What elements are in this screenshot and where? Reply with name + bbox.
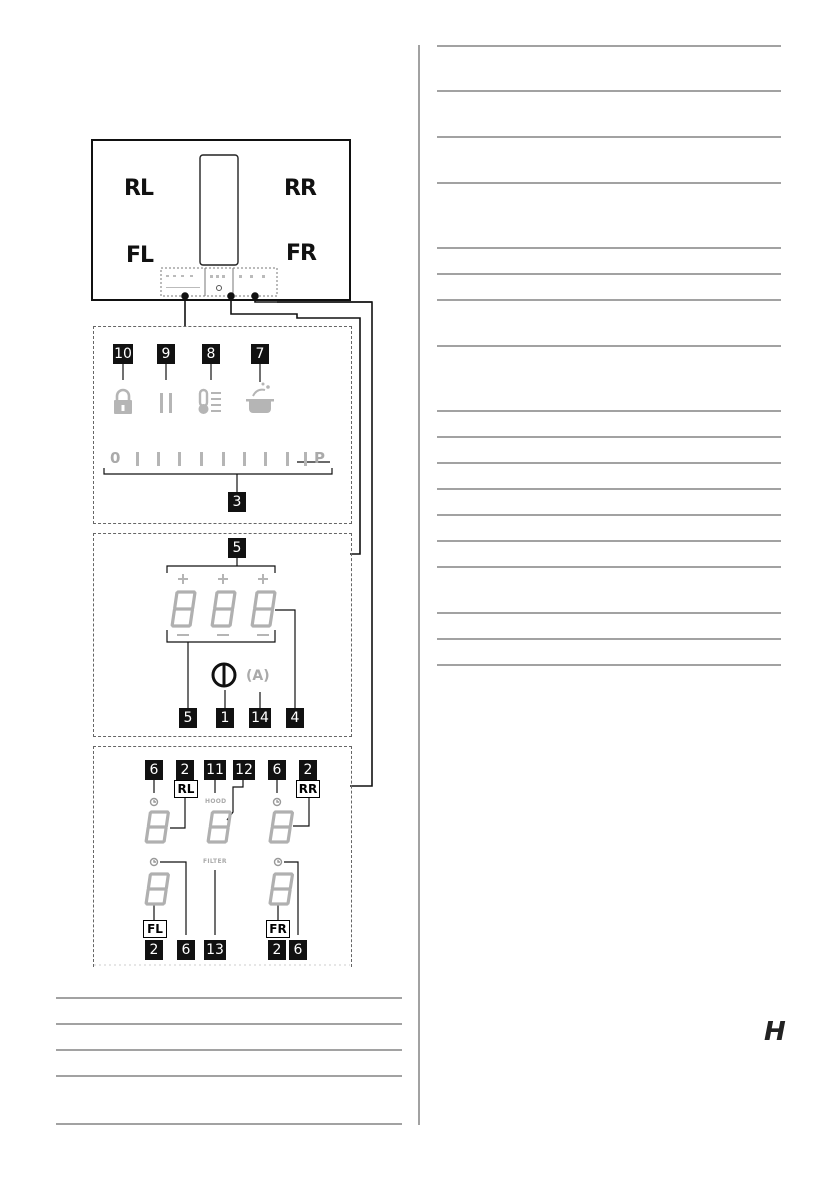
badge-plus-minus-top: 5 [228, 538, 246, 558]
badge-hood: 11 [204, 760, 226, 780]
badge-auto: 14 [249, 708, 271, 728]
zone-tag-fr: FR [266, 920, 290, 938]
badge-slider: 3 [228, 492, 246, 512]
zone-tag-rr: RR [296, 780, 320, 798]
badge-plus-minus-bottom: 5 [179, 708, 197, 728]
zone-tag-rl: RL [174, 780, 198, 798]
hood-label: HOOD [205, 798, 227, 805]
slider-max-label: P [314, 449, 325, 467]
badge-pause: 9 [157, 344, 175, 364]
badge-timer-rl: 6 [145, 760, 163, 780]
badge-timer-fl: 6 [177, 940, 195, 960]
zone-label-rl: RL [124, 176, 153, 201]
badge-filter: 13 [204, 940, 226, 960]
filter-label: FILTER [203, 858, 227, 865]
zone-tag-fl: FL [143, 920, 167, 938]
badge-zone-fl: 2 [145, 940, 163, 960]
badge-zone-rl: 2 [176, 760, 194, 780]
zone-label-rr: RR [284, 176, 316, 201]
badge-power: 1 [216, 708, 234, 728]
zone-label-fr: FR [286, 241, 316, 266]
badge-boil: 7 [251, 344, 269, 364]
badge-display: 4 [286, 708, 304, 728]
badge-hood-display: 12 [233, 760, 255, 780]
zone-label-fl: FL [126, 243, 154, 268]
slider-min-label: 0 [110, 449, 121, 467]
h-display-symbol: H [764, 1017, 786, 1047]
badge-keep-warm: 8 [202, 344, 220, 364]
auto-label: (A) [246, 668, 270, 684]
badge-timer-rr: 6 [268, 760, 286, 780]
badge-zone-fr: 2 [268, 940, 286, 960]
badge-timer-fr: 6 [289, 940, 307, 960]
panel-middle [93, 533, 352, 737]
badge-lock: 10 [114, 346, 132, 362]
badge-zone-rr: 2 [299, 760, 317, 780]
